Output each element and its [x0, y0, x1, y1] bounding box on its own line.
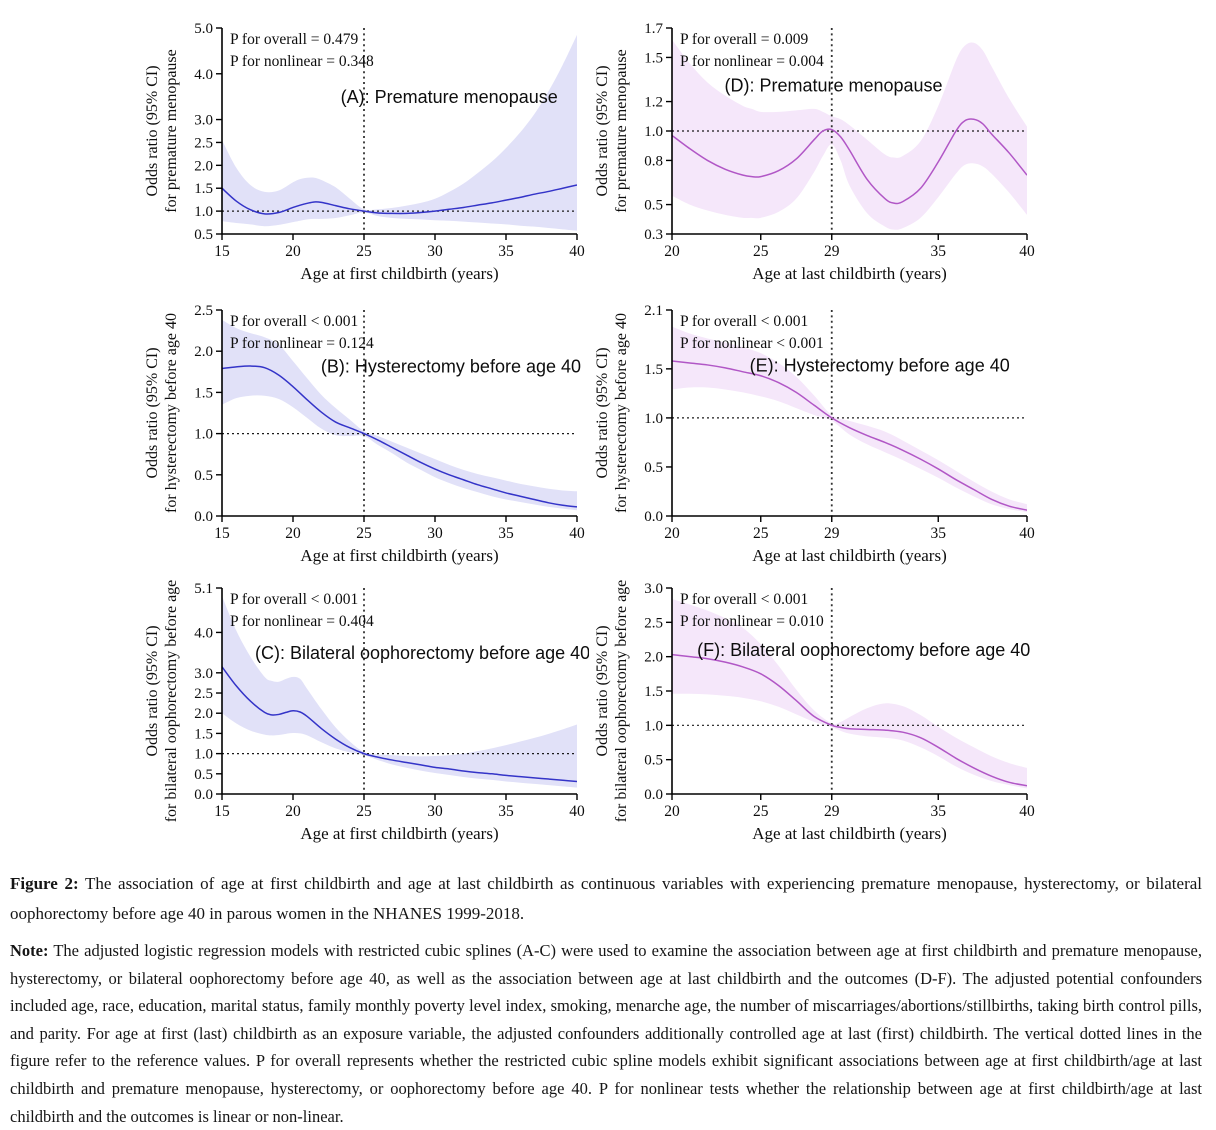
- x-axis-title: Age at last childbirth (years): [752, 264, 947, 283]
- x-tick-label: 25: [753, 243, 769, 260]
- panel-b-hysterectomy-first-childbirth: [140, 298, 589, 581]
- panel-title: (E): Hysterectomy before age 40: [749, 355, 1010, 376]
- panel-b-chart: [140, 298, 589, 576]
- x-tick-label: 20: [664, 803, 680, 820]
- panel-a-chart: [140, 16, 589, 294]
- x-axis-title: Age at first childbirth (years): [300, 824, 499, 843]
- y-tick-label: 0.5: [194, 766, 213, 783]
- y-tick-label: 0.0: [194, 787, 213, 803]
- y-axis-title-line1: Odds ratio (95% CI): [144, 65, 161, 197]
- panel-c-oophorectomy-first-childbirth: [140, 576, 589, 859]
- panel-e-hysterectomy-last-childbirth: [590, 298, 1039, 581]
- y-axis-title-line1: Odds ratio (95% CI): [594, 625, 611, 757]
- y-tick-label: 4.0: [194, 625, 213, 642]
- x-tick-label: 20: [285, 803, 301, 820]
- x-tick-label: 35: [930, 243, 946, 260]
- y-axis-title-line2: for premature menopause: [613, 49, 630, 213]
- y-tick-label: 0.5: [644, 752, 663, 769]
- p-nonlinear-annotation: P for nonlinear = 0.010: [680, 613, 824, 630]
- y-axis-title-line2: for bilateral oophorectomy before age 40: [163, 576, 180, 823]
- x-tick-label: 20: [285, 243, 301, 260]
- y-tick-label: 1.0: [194, 204, 213, 221]
- panel-f-oophorectomy-last-childbirth: [590, 576, 1039, 859]
- x-tick-label: 40: [569, 525, 585, 542]
- y-tick-label: 3.0: [194, 665, 213, 682]
- x-tick-label: 30: [427, 803, 443, 820]
- y-tick-label: 1.5: [194, 726, 213, 743]
- y-tick-label: 1.5: [644, 50, 663, 67]
- y-tick-label: 1.0: [644, 410, 663, 427]
- y-tick-label: 1.5: [194, 385, 213, 402]
- p-nonlinear-annotation: P for nonlinear < 0.001: [680, 335, 824, 352]
- y-tick-label: 1.0: [194, 426, 213, 443]
- x-tick-label: 15: [214, 243, 230, 260]
- y-tick-label: 0.0: [644, 509, 663, 525]
- x-tick-label: 29: [824, 525, 840, 542]
- p-nonlinear-annotation: P for nonlinear = 0.124: [230, 335, 374, 352]
- panel-title: (F): Bilateral oophorectomy before age 40: [697, 639, 1031, 660]
- x-tick-label: 40: [1019, 243, 1035, 260]
- x-tick-label: 35: [498, 525, 514, 542]
- x-tick-label: 30: [427, 243, 443, 260]
- y-tick-label: 0.5: [194, 467, 213, 484]
- x-tick-label: 40: [1019, 803, 1035, 820]
- panel-title: (D): Premature menopause: [724, 75, 943, 96]
- x-tick-label: 35: [930, 803, 946, 820]
- x-tick-label: 25: [356, 803, 372, 820]
- confidence-band: [672, 327, 1027, 512]
- y-tick-label: 1.5: [644, 684, 663, 700]
- y-tick-label: 1.5: [194, 181, 213, 198]
- x-tick-label: 40: [569, 803, 585, 820]
- y-tick-label: 2.5: [194, 303, 213, 319]
- caption-note-paragraph: [10, 937, 1202, 1130]
- caption-figure-paragraph: [10, 869, 1202, 929]
- caption-figure-label: Figure 2:: [10, 874, 79, 893]
- x-tick-label: 15: [214, 803, 230, 820]
- p-overall-annotation: P for overall < 0.001: [680, 313, 809, 330]
- y-axis-title-line2: for hysterectomy before age 40: [163, 313, 180, 513]
- x-tick-label: 25: [356, 525, 372, 542]
- panel-d-premature-menopause-last-childbirth: [590, 16, 1039, 299]
- y-tick-label: 3.0: [644, 581, 663, 597]
- y-tick-label: 2.5: [644, 615, 663, 632]
- panel-a-premature-menopause-first-childbirth: [140, 16, 589, 299]
- p-overall-annotation: P for overall = 0.479: [230, 31, 359, 48]
- p-overall-annotation: P for overall < 0.001: [230, 313, 359, 330]
- y-tick-label: 1.0: [644, 718, 663, 735]
- x-tick-label: 35: [498, 243, 514, 260]
- x-axis-title: Age at last childbirth (years): [752, 546, 947, 565]
- p-overall-annotation: P for overall < 0.001: [230, 591, 359, 608]
- x-axis-title: Age at first childbirth (years): [300, 264, 499, 283]
- x-tick-label: 20: [285, 525, 301, 542]
- y-tick-label: 4.0: [194, 66, 213, 83]
- y-tick-label: 2.0: [194, 158, 213, 175]
- y-tick-label: 5.1: [194, 581, 213, 597]
- y-tick-label: 0.5: [644, 459, 663, 476]
- y-axis-title-line2: for bilateral oophorectomy before age 40: [613, 576, 630, 823]
- y-axis-title-line1: Odds ratio (95% CI): [144, 347, 161, 479]
- y-tick-label: 2.5: [194, 135, 213, 152]
- caption-note-text: The adjusted logistic regression models with restricted cubic splines (A-C) were used to examine the association between age at first childbirth and premature menopause, hysterectomy, or bilateral oophorectomy before age 40, as well as the association between age at last childbirth and the outcomes (D-F). The adjusted potential confounders included age, race, education, marital status, family monthly poverty level index, smoking, menarche age, the number of miscarriages/abortions/stillbirths, taking birth control pills, and parity. For age at first (last) childbirth as an exposure variable, the adjusted confounders additionally controlled age at last (first) childbirth. The vertical dotted lines in the figure refer to the reference values. P for overall represents whether the restricted cubic spline models exhibit significant associations between age at first childbirth/age at last childbirth and premature menopause, hysterectomy, or oophorectomy before age 40. P for nonlinear tests whether the relationship between age at first childbirth/age at last childbirth and the outcomes is linear or non-linear.: [10, 941, 1202, 1126]
- y-tick-label: 1.5: [644, 361, 663, 378]
- y-tick-label: 0.0: [644, 787, 663, 803]
- y-tick-label: 0.5: [194, 227, 213, 243]
- x-tick-label: 40: [569, 243, 585, 260]
- y-tick-label: 1.7: [644, 21, 663, 37]
- x-axis-title: Age at last childbirth (years): [752, 824, 947, 843]
- y-tick-label: 0.0: [194, 509, 213, 525]
- y-axis-title-line1: Odds ratio (95% CI): [594, 347, 611, 479]
- y-tick-label: 2.0: [644, 649, 663, 666]
- panel-d-chart: [590, 16, 1039, 294]
- p-overall-annotation: P for overall < 0.001: [680, 591, 809, 608]
- caption-note-label: Note:: [10, 941, 49, 960]
- y-tick-label: 1.2: [644, 94, 663, 111]
- y-tick-label: 0.3: [644, 227, 663, 243]
- x-tick-label: 25: [753, 803, 769, 820]
- x-tick-label: 15: [214, 525, 230, 542]
- y-tick-label: 2.1: [644, 303, 663, 319]
- y-tick-label: 2.0: [194, 344, 213, 361]
- y-tick-label: 3.0: [194, 112, 213, 129]
- y-tick-label: 0.8: [644, 153, 663, 170]
- x-tick-label: 29: [824, 243, 840, 260]
- y-tick-label: 2.0: [194, 706, 213, 723]
- p-overall-annotation: P for overall = 0.009: [680, 31, 809, 48]
- y-tick-label: 5.0: [194, 21, 213, 37]
- panel-title: (A): Premature menopause: [340, 87, 558, 108]
- panel-title: (C): Bilateral oophorectomy before age 40: [254, 642, 589, 663]
- x-tick-label: 25: [753, 525, 769, 542]
- panel-title: (B): Hysterectomy before age 40: [320, 356, 582, 377]
- caption-figure-text: The association of age at first childbirth and age at last childbirth as continuous variables with experiencing premature menopause, hysterectomy, or bilateral oophorectomy before age 40 in parous women in the NHANES 1999-2018.: [10, 874, 1202, 923]
- figure-caption: [10, 869, 1202, 1130]
- x-tick-label: 25: [356, 243, 372, 260]
- x-tick-label: 20: [664, 525, 680, 542]
- x-tick-label: 40: [1019, 525, 1035, 542]
- x-tick-label: 35: [498, 803, 514, 820]
- x-axis-title: Age at first childbirth (years): [300, 546, 499, 565]
- x-tick-label: 30: [427, 525, 443, 542]
- y-tick-label: 2.5: [194, 686, 213, 703]
- x-tick-label: 20: [664, 243, 680, 260]
- p-nonlinear-annotation: P for nonlinear = 0.004: [680, 53, 824, 70]
- y-axis-title-line1: Odds ratio (95% CI): [594, 65, 611, 197]
- p-nonlinear-annotation: P for nonlinear = 0.404: [230, 613, 374, 630]
- x-tick-label: 35: [930, 525, 946, 542]
- y-axis-title-line2: for hysterectomy before age 40: [613, 313, 630, 513]
- y-axis-title-line2: for premature menopause: [163, 49, 180, 213]
- y-tick-label: 0.5: [644, 197, 663, 214]
- y-tick-label: 1.0: [644, 124, 663, 140]
- x-tick-label: 29: [824, 803, 840, 820]
- panel-c-chart: [140, 576, 589, 854]
- y-axis-title-line1: Odds ratio (95% CI): [144, 625, 161, 757]
- y-tick-label: 1.0: [194, 746, 213, 763]
- panel-e-chart: [590, 298, 1039, 576]
- p-nonlinear-annotation: P for nonlinear = 0.348: [230, 53, 374, 70]
- panel-f-chart: [590, 576, 1039, 854]
